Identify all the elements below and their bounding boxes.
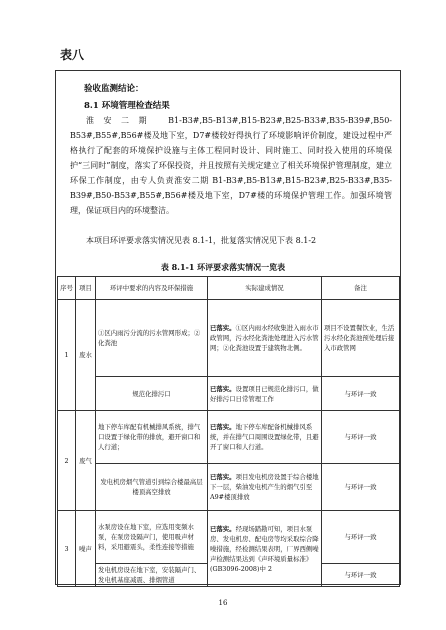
table-row — [58, 377, 400, 411]
row-remark: 项目不设置餐饮业，生活污水经化粪池预处理后接入市政管网 — [322, 300, 400, 377]
table-row — [58, 411, 400, 464]
row-item: 废气 — [76, 411, 96, 511]
row-remark: 与环评一致 — [322, 564, 400, 587]
section-title: 8.1 环境管理检查结果 — [84, 101, 170, 111]
table-caption: 表 8.1-1 环评要求落实情况一览表 — [160, 262, 286, 272]
header-requirement: 环评中要求的内容及环保措施 — [96, 277, 208, 300]
row-remark: 与环评一致 — [322, 464, 400, 511]
reference-paragraph: 本项目环评要求落实情况见表 8.1-1，批复落实情况见下表 8.1-2 — [86, 236, 317, 245]
eia-requirements-table — [57, 276, 400, 587]
row-actual — [208, 300, 322, 377]
conclusion-subheading: 验收监测结论： — [84, 84, 144, 94]
management-paragraph: 淮安二期 B1-B3#,B5-B13#,B15-B23#,B25-B33#,B35-B39#,B50-B53#,B55#,B56#楼及地下室，D7#楼较好得执行了环境影响评价制度，建设过程中严格执行了配套的环境保护设施与主体工程同时设计、同时施工、同时投入使用的环境保护“三同时”制度，落实了环保投资，并且按照有关规定建立了相关环境保护管理制度，建立环保工作制度，由专人负责淮安二期 B1-B3#,B5-B13#,B15-B23#,B25-B33#,B35-B39#,B50-B53#,B55#,B56#楼及地下室，D7#楼的环境保护管理工作。加强环境管理，保证项目内的环境整洁。 — [70, 116, 392, 215]
actual-text: 经现场踏勘可知，项目水泵房、发电机房、配电房等均采取综合降噪措施，经检测结果表明，厂界西侧噪声检测结果达到《声环境质量标准》(GB3096-2008)中 2 — [210, 524, 319, 573]
row-requirement: 水泵房设在地下室，应选用变频水泵，在泵房设隔声门，使用吸声材料，采用避震头，柔性连接等措施 — [96, 511, 208, 564]
row-remark: 与环评一致 — [322, 411, 400, 464]
table-row — [58, 464, 400, 511]
row-requirement: 发电机房烟气管道引到综合楼最高层楼顶高空排放 — [96, 464, 208, 511]
actual-text: 项目发电机房设置于综合楼地下一层，柴油发电机产生的烟气引至 A9#楼顶排放 — [210, 473, 319, 501]
header-actual: 实际建成情况 — [208, 277, 322, 300]
status-label: 已落实。 — [210, 473, 236, 481]
table-row — [58, 511, 400, 564]
row-item: 废水 — [76, 300, 96, 411]
table-header-row — [58, 277, 400, 300]
row-remark: 与环评一致 — [322, 377, 400, 411]
row-item: 噪声 — [76, 511, 96, 587]
row-requirement: ①区内雨污分流的污水管网形成；②化粪池 — [96, 300, 208, 377]
row-actual — [208, 411, 322, 464]
header-remark: 备注 — [322, 277, 400, 300]
status-label: 已落实。 — [210, 324, 236, 332]
row-remark: 与环评一致 — [322, 511, 400, 564]
table-row — [58, 300, 400, 377]
page-heading: 表八 — [60, 48, 85, 62]
row-number: 1 — [58, 300, 76, 411]
page-number: 16 — [218, 599, 228, 607]
header-no: 序号 — [58, 277, 76, 300]
status-label: 已落实。 — [210, 423, 236, 431]
row-actual — [208, 377, 322, 411]
row-requirement: 发电机房设在地下室，安装隔声门、发电机基座减震、排烟管道 — [96, 564, 208, 587]
row-number: 3 — [58, 511, 76, 587]
status-label: 已落实。 — [210, 384, 236, 393]
row-number: 2 — [58, 411, 76, 511]
actual-text: ①区内雨水经收集进入雨水市政管网，污水经化粪池处理进入污水管网；②化粪池设置于建筑物北侧。 — [210, 324, 319, 352]
status-label: 已落实。 — [210, 524, 236, 533]
header-item: 项目 — [76, 277, 96, 300]
actual-text: 设置项目已规范化排污口，做好排污口日常管理工作 — [210, 384, 319, 403]
row-requirement: 规范化排污口 — [96, 377, 208, 411]
row-requirement: 地下停车库配有机械排风系统，排气口设置于绿化带的排放，避开窗口和人行道； — [96, 411, 208, 464]
row-actual — [208, 464, 322, 511]
row-actual — [208, 511, 322, 587]
actual-text: 地下停车库配备机械排风系统，并在排气口周围设置绿化带，且避开了窗口和人行道。 — [210, 423, 319, 451]
